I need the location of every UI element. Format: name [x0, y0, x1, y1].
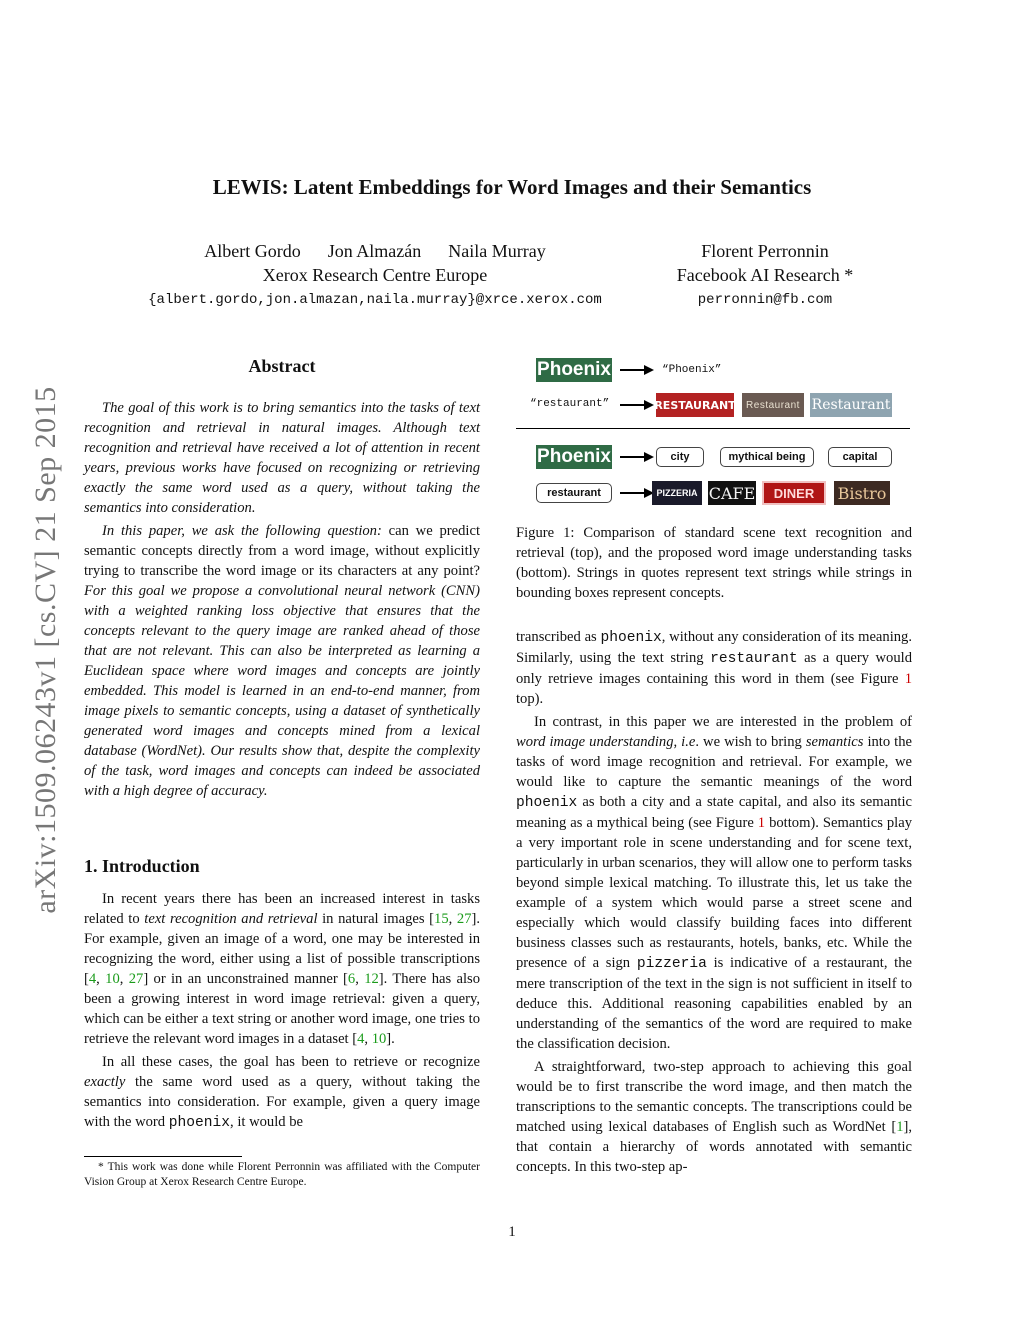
citation-27b[interactable]: 27 — [128, 971, 144, 987]
footnote: * This work was done while Florent Perronnin was affiliated with the Computer Vision Group at Xerox Research Centre Europe. — [84, 1161, 480, 1188]
citation-10[interactable]: 10 — [105, 971, 120, 987]
concept-mythical-being: mythical being — [720, 447, 814, 467]
right-paragraph-2: A straightforward, two-step approach to achieving this goal would be to first transcribe the word image, and then match the transcriptions to the semantic concepts. The transcriptions could be matched using lexical databases of English such as WordNet [1], that contain a hierarchy of words annotated with semantic concepts. In this two-step ap- — [516, 1059, 912, 1175]
query-string: “restaurant” — [530, 398, 610, 410]
figure-caption: Figure 1: Comparison of standard scene text recognition and retrieval (top), and the proposed word image understanding tasks (bottom). Strings in quotes represent text strings while strings in bounding boxes represent concepts. — [516, 525, 912, 601]
citation-4b[interactable]: 4 — [357, 1031, 365, 1047]
citation-27[interactable]: 27 — [456, 911, 472, 927]
figure-ref-1b[interactable]: 1 — [757, 815, 766, 831]
arrow-right-icon — [620, 399, 654, 411]
result-cafe: CAFE — [708, 481, 756, 505]
arrow-right-icon — [620, 487, 654, 499]
phoenix-word-image: Phoenix — [537, 359, 611, 380]
arrow-right-icon — [620, 364, 654, 376]
abstract-paragraph-1: The goal of this work is to bring semantics into the tasks of text recognition and retrieval in natural images. Although text recognition and retrieval have received a lot of attention in recent years, previous works have focused on recognizing or retrieving exactly the same word used as a query, without taking the semantics into consideration. — [84, 400, 480, 516]
email-left: {albert.gordo,jon.almazan,naila.murray}@xrce.xerox.com — [148, 292, 602, 308]
result-pizzeria: PIZZERIA — [652, 481, 702, 505]
result-image-2: Restaurant — [742, 393, 804, 417]
abstract-paragraph-2 — [84, 521, 480, 801]
intro-paragraph-2: In all these cases, the goal has been to retrieve or recognize exactly the same word used as a query, without taking the semantics into consideration. For example, given a query image with the word phoenix, it would be — [84, 1054, 480, 1131]
citation-4[interactable]: 4 — [88, 971, 97, 987]
paper-title: LEWIS: Latent Embeddings for Word Images and their Semantics — [212, 175, 812, 199]
concept-capital: capital — [828, 447, 892, 467]
arxiv-stamp: arXiv:1509.06243v1 [cs.CV] 21 Sep 2015 — [29, 386, 62, 914]
abstract-p2-lead: In this paper, we ask the following question: — [102, 523, 382, 539]
abstract-heading: Abstract — [248, 356, 316, 376]
output-string: “Phoenix” — [662, 364, 722, 376]
email-right: perronnin@fb.com — [697, 292, 833, 308]
citation-6[interactable]: 6 — [347, 971, 356, 987]
citation-10b[interactable]: 10 — [371, 1031, 387, 1047]
result-bistro: Bistro — [834, 481, 890, 505]
author-names-left: Albert Gordo Jon Almazán Naila Murray — [204, 241, 546, 261]
citation-1[interactable]: 1 — [896, 1119, 904, 1135]
figure-1 — [516, 352, 912, 512]
page-number: 1 — [508, 1224, 516, 1240]
result-diner: DINER — [762, 481, 826, 505]
figure-divider — [516, 428, 910, 429]
intro-body — [84, 889, 480, 1133]
footnote-rule — [84, 1156, 242, 1157]
result-image-3: Restaurant — [810, 393, 892, 417]
intro-paragraph-1: In recent years there has been an increased interest in tasks related to text recognition and retrieval in natural images [15, 27]. For example, given an image of a word, one may be interested in recognizing the word, either using a list of possible transcriptions [4, 10, 27] or in an unconstrained manner [6, 12]. There has also been a growing interest in word image retrieval: given a query, which can be either a text string or another word image, one tries to retrieve the relevant word images in a dataset [4, 10]. — [84, 891, 481, 1047]
abstract-p2-rest: For this goal we propose a convolutional neural network (CNN) with a weighted ranking loss objective that ensures that the concepts relevant to the query image are ranked ahead of those that are not relevant. This can also be interpreted as learning a Euclidean space where word images and concepts are jointly embedded. This model is learned in an end-to-end manner, from image pixels to semantic concepts, using a dataset of synthetically generated word images and concepts mined from a lexical database (WordNet). Our results show that, despite the complexity of the task, word images and concepts can indeed be associated with a high degree of accuracy. — [84, 583, 480, 799]
figure-ref-1[interactable]: 1 — [904, 671, 912, 687]
affiliation-right: Facebook AI Research * — [676, 265, 854, 285]
concept-city: city — [656, 447, 704, 467]
intro-heading: 1. Introduction — [84, 856, 200, 876]
phoenix-word-image-bottom: Phoenix — [537, 446, 611, 467]
right-paragraph-1: In contrast, in this paper we are interested in the problem of word image understanding, i.e. we wish to bring semantics into the tasks of word image recognition and retrieval. For example, we would like to capture the semantic meanings of the word phoenix as both a city and a state capital, and also its semantic meaning as a mythical being (see Figure 1 bottom). Semantics play a very important role in scene understanding and for scene text, particularly in urban scenarios, they will allow one to perform tasks beyond simple lexical matching. To illustrate this, let us take the example of a system which would parse a street scene and especially which would classify building faces into different business classes such as restaurants, hotels, banks, etc. While the presence of a sign pizzeria is indicative of a restaurant, the mere transcription of the text in the sign is not sufficient in itself to deduce this. Additional reasoning capabilities enabled by an understanding of the semantics of the word are required to make the classification decision. — [516, 714, 912, 1052]
author-name-right: Florent Perronnin — [701, 241, 829, 261]
abstract-body — [84, 398, 480, 801]
citation-12[interactable]: 12 — [364, 971, 379, 987]
affiliation-left: Xerox Research Centre Europe — [262, 265, 488, 285]
arrow-right-icon — [620, 451, 654, 463]
abstract-p2-question: can we predict semantic concepts directly from a word image, without explicitly trying to transcribe the word image or its characters at any point? — [84, 523, 480, 579]
result-image-1: RESTAURANT — [656, 393, 734, 417]
concept-restaurant: restaurant — [536, 483, 612, 503]
right-column-body — [516, 627, 912, 1177]
citation-15[interactable]: 15 — [434, 911, 449, 927]
right-paragraph-0: transcribed as phoenix, without any consideration of its meaning. Similarly, using the text string restaurant as a query would only retrieve images containing this word in them (see Figure 1 top). — [516, 629, 912, 707]
